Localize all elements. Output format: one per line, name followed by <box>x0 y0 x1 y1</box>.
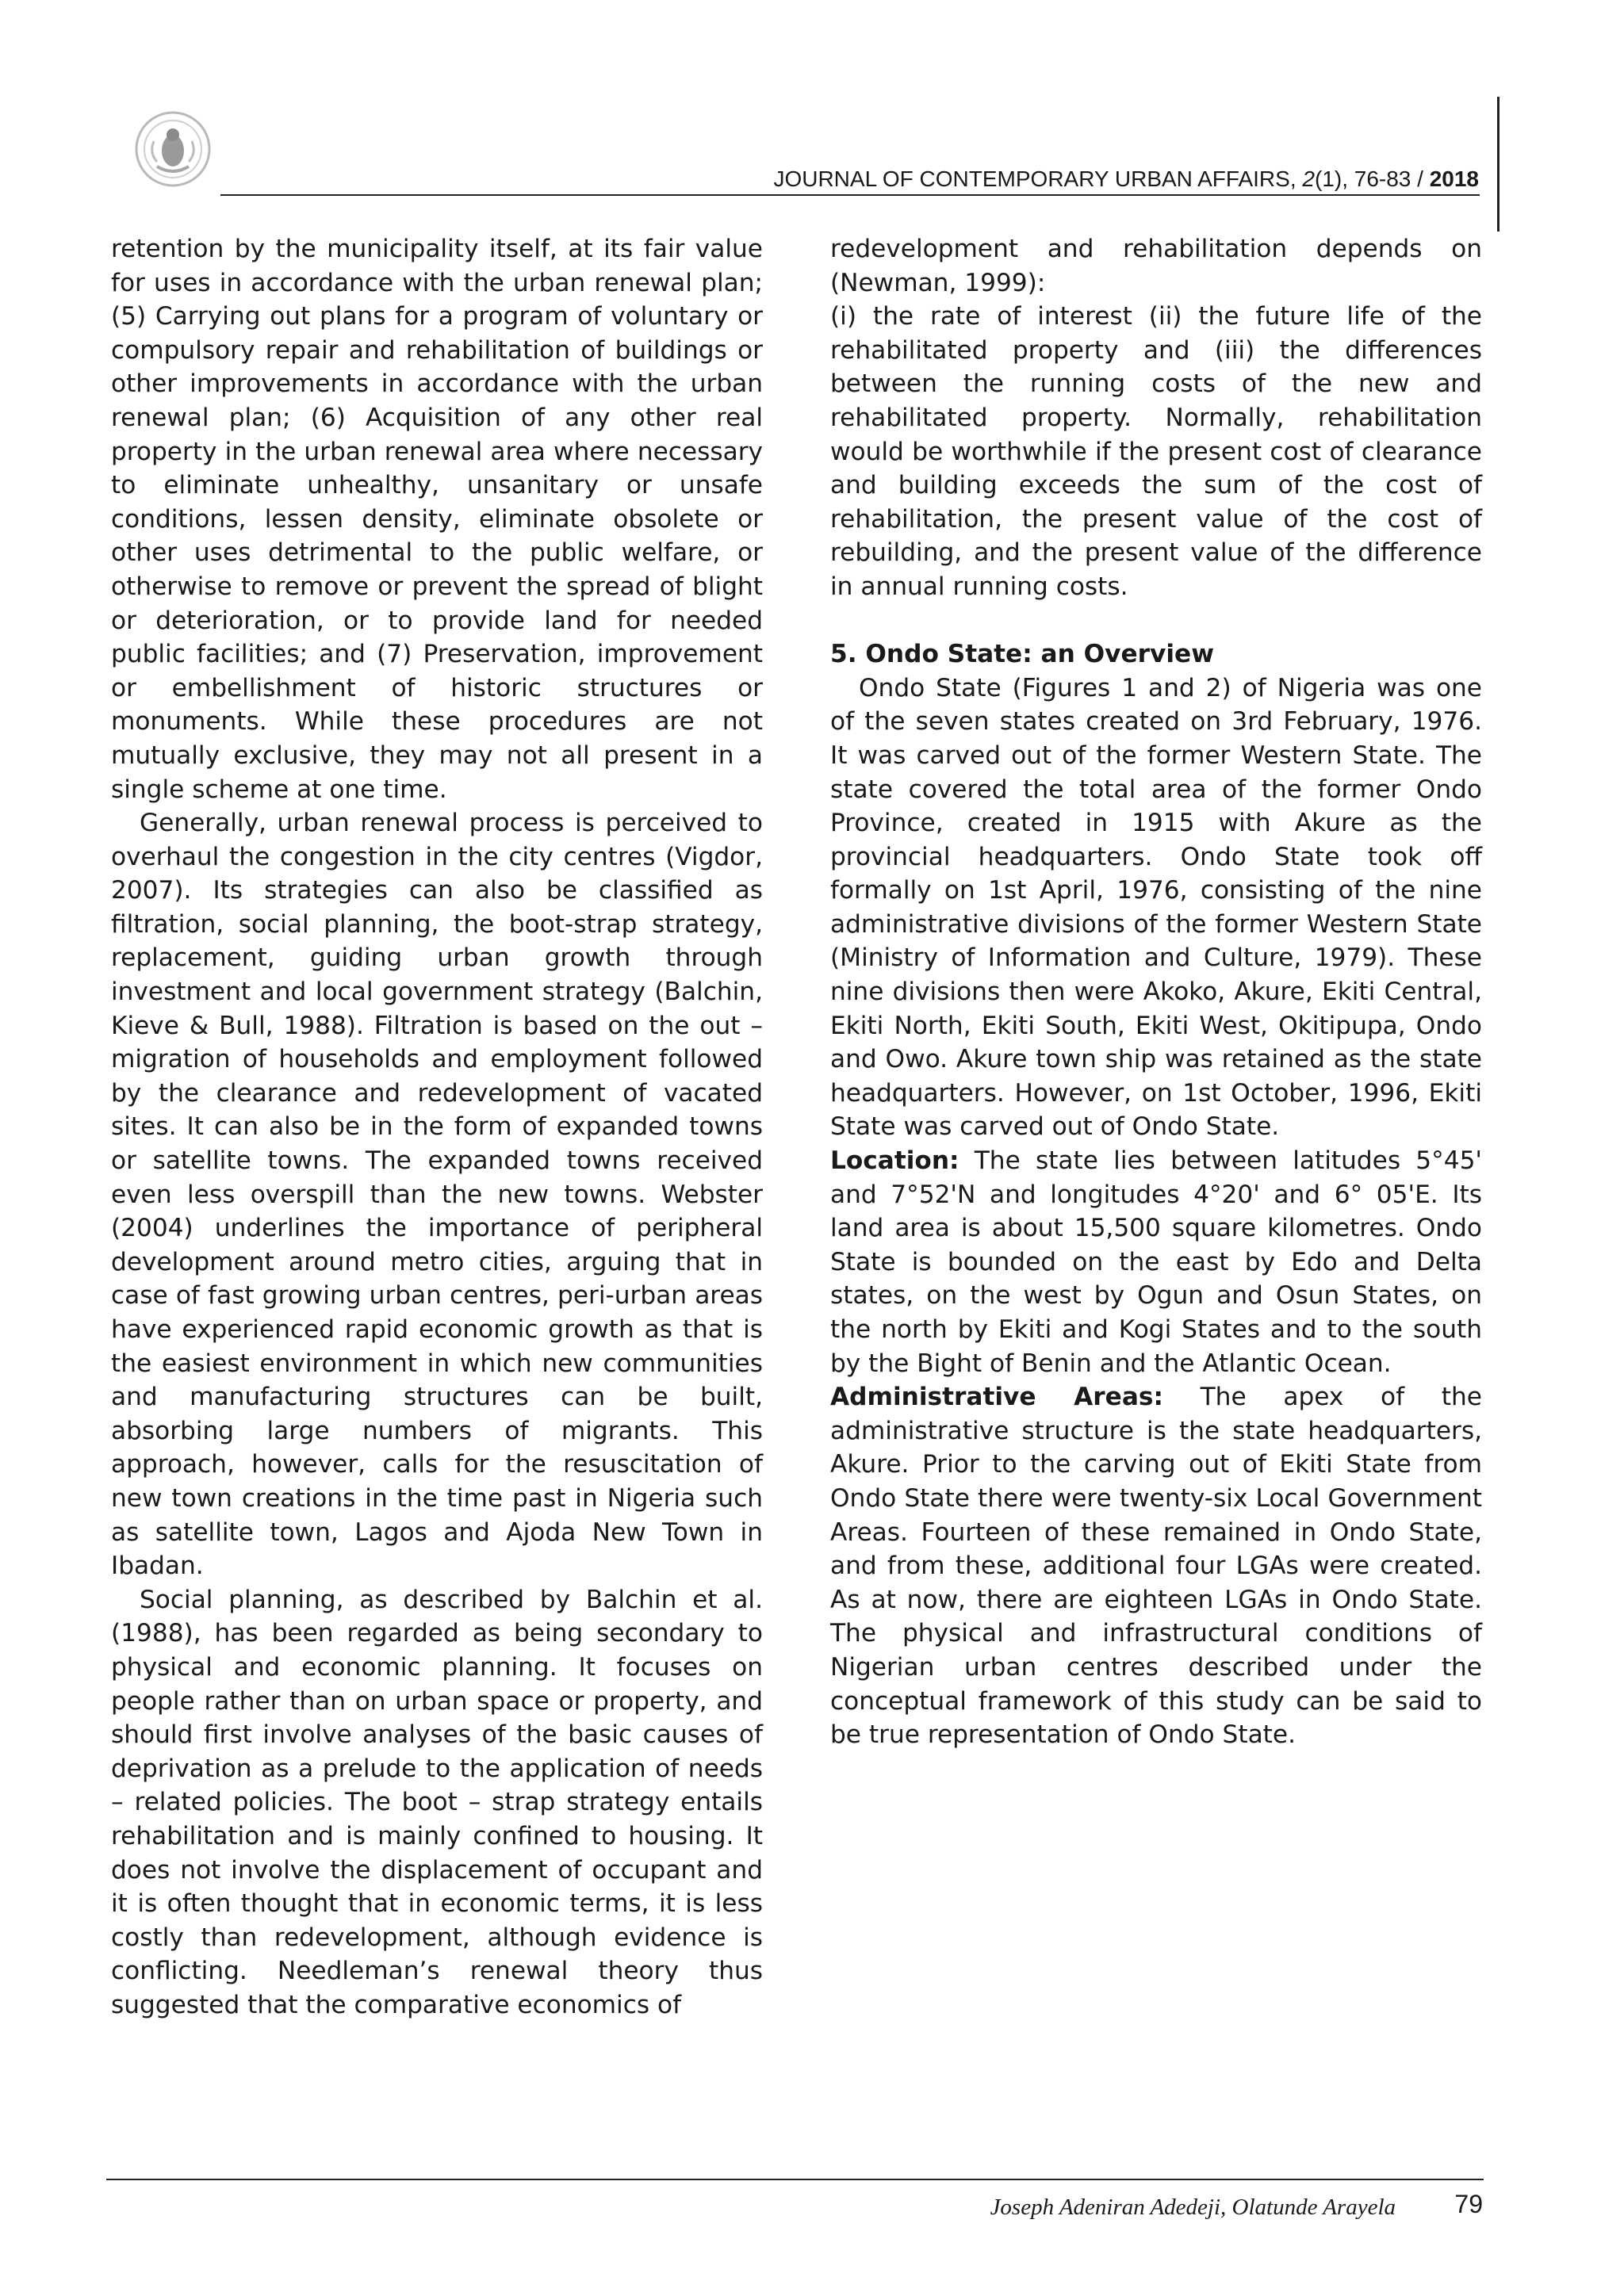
footer-rule <box>106 2179 1484 2180</box>
journal-year: 2018 <box>1429 166 1479 191</box>
left-paragraph-1: retention by the municipality itself, at its fair value for uses in accordance with the urban renewal plan; (5) Carrying out plans for a program of voluntary or compulsory repair and rehabilitation of buildings or other improvements in accordance with the urban renewal plan; (6) Acquisition of any other real property in the urban renewal area where necessary to eliminate unhealthy, unsanitary or unsafe conditions, lessen density, eliminate obsolete or other uses detrimental to the public welfare, or otherwise to remove or prevent the spread of blight or deterioration, or to provide land for needed public facilities; and (7) Preservation, improvement or embellishment of historic structures or monuments. While these procedures are not mutually exclusive, they may not all present in a single scheme at one time. <box>111 235 763 804</box>
section-heading-text: 5. Ondo State: an Overview <box>830 640 1215 669</box>
header-vertical-rule <box>1497 97 1500 232</box>
page-number: 79 <box>1454 2190 1483 2218</box>
journal-issue-pages: (1), 76-83 / <box>1314 166 1430 191</box>
journal-name: JOURNAL OF CONTEMPORARY URBAN AFFAIRS, <box>773 166 1303 191</box>
right-paragraph-3: Ondo State (Figures 1 and 2) of Nigeria was one of the seven states created on 3rd February, 1976. It was carved out of the former Western State. The state covered the total area of the former Ondo Province, created in 1915 with Akure as the provincial headquarters. Ondo State took off formally on 1st April, 1976, consisting of the nine administrative divisions of the former Western State (Ministry of Information and Culture, 1979). These nine divisions then were Akoko, Akure, Ekiti Central, Ekiti North, Ekiti South, Ekiti West, Okitipupa, Ondo and Owo. Akure town ship was retained as the state headquarters. However, on 1st October, 1996, Ekiti State was carved out of Ondo State. <box>830 673 1482 1142</box>
location-paragraph <box>830 1144 1482 1380</box>
administrative-paragraph <box>830 1380 1482 1752</box>
location-text: The state lies between latitudes 5°45' and 7°52'N and longitudes 4°20' and 6° 05'E. Its land area is about 15,500 square kilometres. Ondo State is bounded on the east by Edo and Delta states, on the west by Ogun and Osun States, on the north by Ekiti and Kogi States and to the south by the Bight of Benin and the Atlantic Ocean. <box>830 1146 1482 1378</box>
journal-volume: 2 <box>1302 166 1315 191</box>
right-column <box>830 232 1482 1752</box>
running-head <box>745 166 1479 192</box>
footer-authors: Joseph Adeniran Adedeji, Olatunde Arayela <box>990 2195 1396 2220</box>
section-heading <box>830 637 1482 672</box>
right-paragraph-2: (i) the rate of interest (ii) the future life of the rehabilitated property and (iii) the differences between the running costs of the new and rehabilitated property. Normally, rehabilitation would be worthwhile if the present cost of clearance and building exceeds the sum of the cost of rehabilitation, the present value of the cost of rebuilding, and the present value of the difference in annual running costs. <box>830 302 1482 601</box>
right-paragraph-1: redevelopment and rehabilitation depends on (Newman, 1999): <box>830 235 1482 297</box>
left-paragraph-3: Social planning, as described by Balchin et al. (1988), has been regarded as being secondary to physical and economic planning. It focuses on people rather than on urban space or property, and should first involve analyses of the basic causes of deprivation as a prelude to the application of needs – related policies. The boot – strap strategy entails rehabilitation and is mainly confined to housing. It does not involve the displacement of occupant and it is often thought that in economic terms, it is less costly than redevelopment, although evidence is conflicting. Needleman’s renewal theory thus suggested that the comparative economics of <box>111 1585 763 2019</box>
administrative-label: Administrative Areas: <box>830 1383 1163 1412</box>
section-gap <box>830 604 1482 638</box>
left-paragraph-2: Generally, urban renewal process is perceived to overhaul the congestion in the city centres (Vigdor, 2007). Its strategies can also be classified as filtration, social planning, the boot-strap strategy, replacement, guiding urban growth through investment and local government strategy (Balchin, Kieve & Bull, 1988). Filtration is based on the out – migration of households and employment followed by the clearance and redevelopment of vacated sites. It can also be in the form of expanded towns or satellite towns. The expanded towns received even less overspill than the new towns. Webster (2004) underlines the importance of peripheral development around metro cities, arguing that in case of fast growing urban centres, peri-urban areas have experienced rapid economic growth as that is the easiest environment in which new communities and manufacturing structures can be built, absorbing large numbers of migrants. This approach, however, calls for the resuscitation of new town creations in the time past in Nigeria such as satellite town, Lagos and Ajoda New Town in Ibadan. <box>111 809 763 1581</box>
location-label: Location: <box>830 1146 959 1176</box>
journal-seal-icon <box>133 109 213 189</box>
administrative-text: The apex of the administrative structure is the state headquarters, Akure. Prior to the carving out of Ekiti State from Ondo State there were twenty-six Local Government Areas. Fourteen of these remained in Ondo State, and from these, additional four LGAs were created. As at now, there are eighteen LGAs in Ondo State. The physical and infrastructural conditions of Nigerian urban centres described under the conceptual framework of this study can be said to be true representation of Ondo State. <box>830 1383 1482 1750</box>
header-rule <box>220 194 1480 196</box>
left-column <box>111 232 763 2022</box>
